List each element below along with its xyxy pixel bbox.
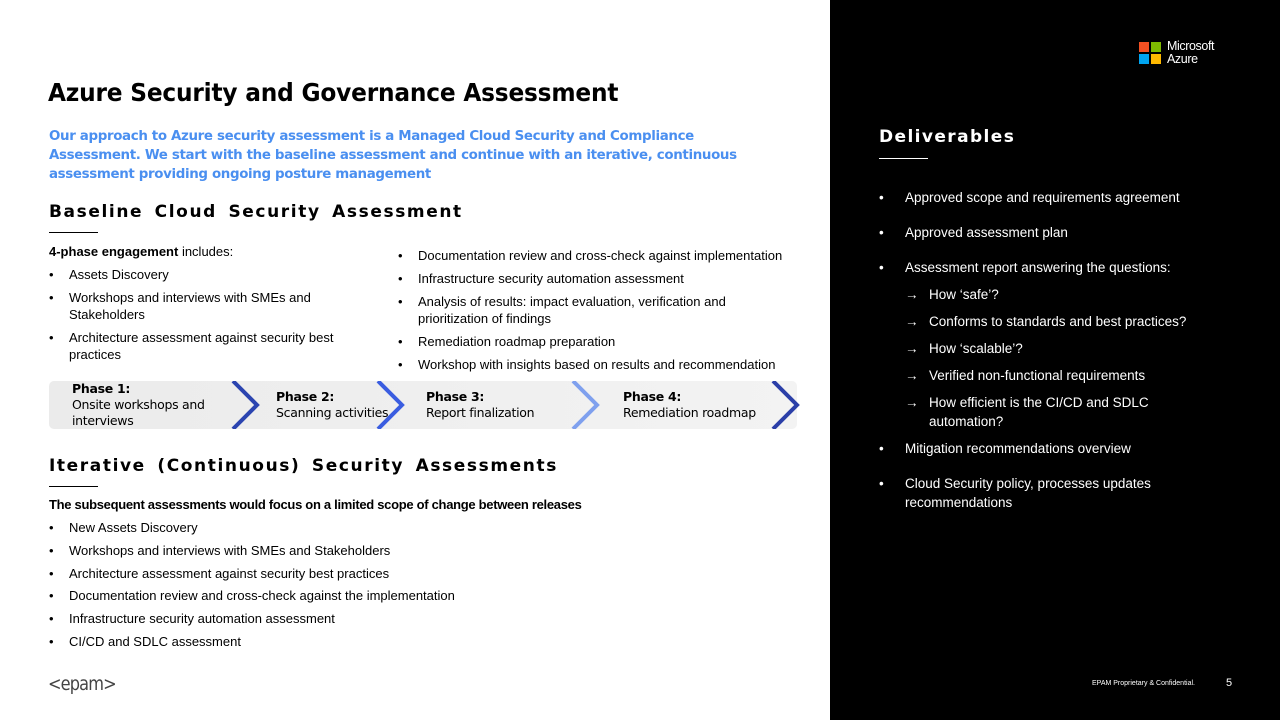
baseline-lead	[49, 244, 233, 259]
list-item: • Architecture assessment against security best practices	[49, 329, 359, 363]
arrow-right-icon: →	[905, 314, 919, 329]
phase-3-chevron-icon	[569, 381, 601, 429]
list-item: • Workshops and interviews with SMEs and Stakeholders	[49, 289, 359, 323]
phase-2-chevron-icon	[374, 381, 406, 429]
question-text: How ‘scalable’?	[929, 341, 1023, 356]
phase-2-desc: Scanning activities	[276, 405, 389, 420]
baseline-rule	[49, 232, 98, 233]
phase-2-title: Phase 2:	[276, 389, 335, 404]
list-item: • Approved scope and requirements agreement	[879, 188, 1249, 207]
baseline-lead-rest: includes:	[178, 244, 234, 259]
question-item	[905, 339, 1249, 358]
list-item: • New Assets Discovery	[49, 519, 649, 536]
baseline-right-list	[398, 247, 818, 373]
question-item	[905, 393, 1205, 431]
list-item: • Cloud Security policy, processes updates recommendations	[879, 474, 1199, 512]
page-title: Azure Security and Governance Assessment	[48, 78, 619, 107]
phase-timeline	[49, 381, 799, 429]
list-item: • Documentation review and cross-check against implementation	[398, 247, 818, 264]
phase-1-title: Phase 1:	[72, 381, 131, 396]
question-text: Conforms to standards and best practices?	[929, 314, 1187, 329]
baseline-heading: Baseline Cloud Security Assessment	[49, 202, 463, 222]
question-item	[905, 312, 1249, 331]
list-item: • CI/CD and SDLC assessment	[49, 633, 649, 650]
brand-line-1: Microsoft	[1167, 39, 1215, 53]
microsoft-azure-logo	[1139, 40, 1214, 66]
question-text: How efficient is the CI/CD and SDLC automation?	[929, 395, 1149, 429]
confidential-notice: EPAM Proprietary & Confidential.	[1092, 680, 1195, 687]
arrow-right-icon: →	[905, 395, 919, 410]
intro-text: Our approach to Azure security assessment is a Managed Cloud Security and Compliance Assessment. We start with the baseline assessment and continue with an iterative, continuous assessment providing ongoing posture management	[49, 129, 737, 182]
arrow-right-icon: →	[905, 368, 919, 383]
list-item	[879, 258, 1249, 431]
question-text: How ‘safe’?	[929, 287, 999, 302]
list-item-label: Assessment report answering the questions:	[905, 260, 1171, 275]
iterative-rule	[49, 486, 98, 487]
phase-3-title: Phase 3:	[426, 389, 485, 404]
question-item	[905, 285, 1249, 304]
phase-3	[426, 389, 576, 421]
phase-1-desc: Onsite workshops and interviews	[72, 397, 205, 428]
arrow-right-icon: →	[905, 287, 919, 302]
list-item: • Documentation review and cross-check against the implementation	[49, 587, 649, 604]
question-item	[905, 366, 1249, 385]
baseline-left-list	[49, 266, 359, 363]
page-number: 5	[1226, 677, 1233, 689]
list-item: • Architecture assessment against security best practices	[49, 565, 649, 582]
phase-3-desc: Report finalization	[426, 405, 535, 420]
deliverables-panel	[830, 0, 1280, 720]
list-item: • Workshop with insights based on results and recommendation	[398, 356, 818, 373]
iterative-list	[49, 519, 649, 650]
phase-1-chevron-icon	[229, 381, 261, 429]
list-item: • Mitigation recommendations overview	[879, 439, 1249, 458]
list-item: • Analysis of results: impact evaluation, verification and prioritization of findings	[398, 293, 758, 327]
epam-logo: <epam>	[48, 673, 116, 695]
brand-text	[1167, 40, 1214, 66]
questions-list	[905, 285, 1249, 431]
list-item: • Infrastructure security automation assessment	[398, 270, 818, 287]
baseline-lead-bold: 4-phase engagement	[49, 244, 179, 259]
list-item: • Assets Discovery	[49, 266, 359, 283]
deliverables-list	[879, 188, 1249, 512]
deliverables-rule	[879, 158, 928, 159]
phase-4-title: Phase 4:	[623, 389, 682, 404]
iterative-heading: Iterative (Continuous) Security Assessments	[49, 456, 558, 476]
phase-4-chevron-icon	[769, 381, 801, 429]
phase-1	[72, 381, 232, 429]
list-item: • Remediation roadmap preparation	[398, 333, 818, 350]
list-item: • Workshops and interviews with SMEs and Stakeholders	[49, 542, 649, 559]
iterative-lead: The subsequent assessments would focus on a limited scope of change between releases	[49, 497, 582, 512]
list-item: • Infrastructure security automation assessment	[49, 610, 649, 627]
phase-4-desc: Remediation roadmap	[623, 405, 756, 420]
list-item: • Approved assessment plan	[879, 223, 1249, 242]
microsoft-logo-icon	[1139, 42, 1161, 64]
brand-line-2: Azure	[1167, 52, 1198, 66]
deliverables-heading: Deliverables	[879, 127, 1016, 147]
phase-4	[623, 389, 773, 421]
question-text: Verified non-functional requirements	[929, 368, 1146, 383]
arrow-right-icon: →	[905, 341, 919, 356]
